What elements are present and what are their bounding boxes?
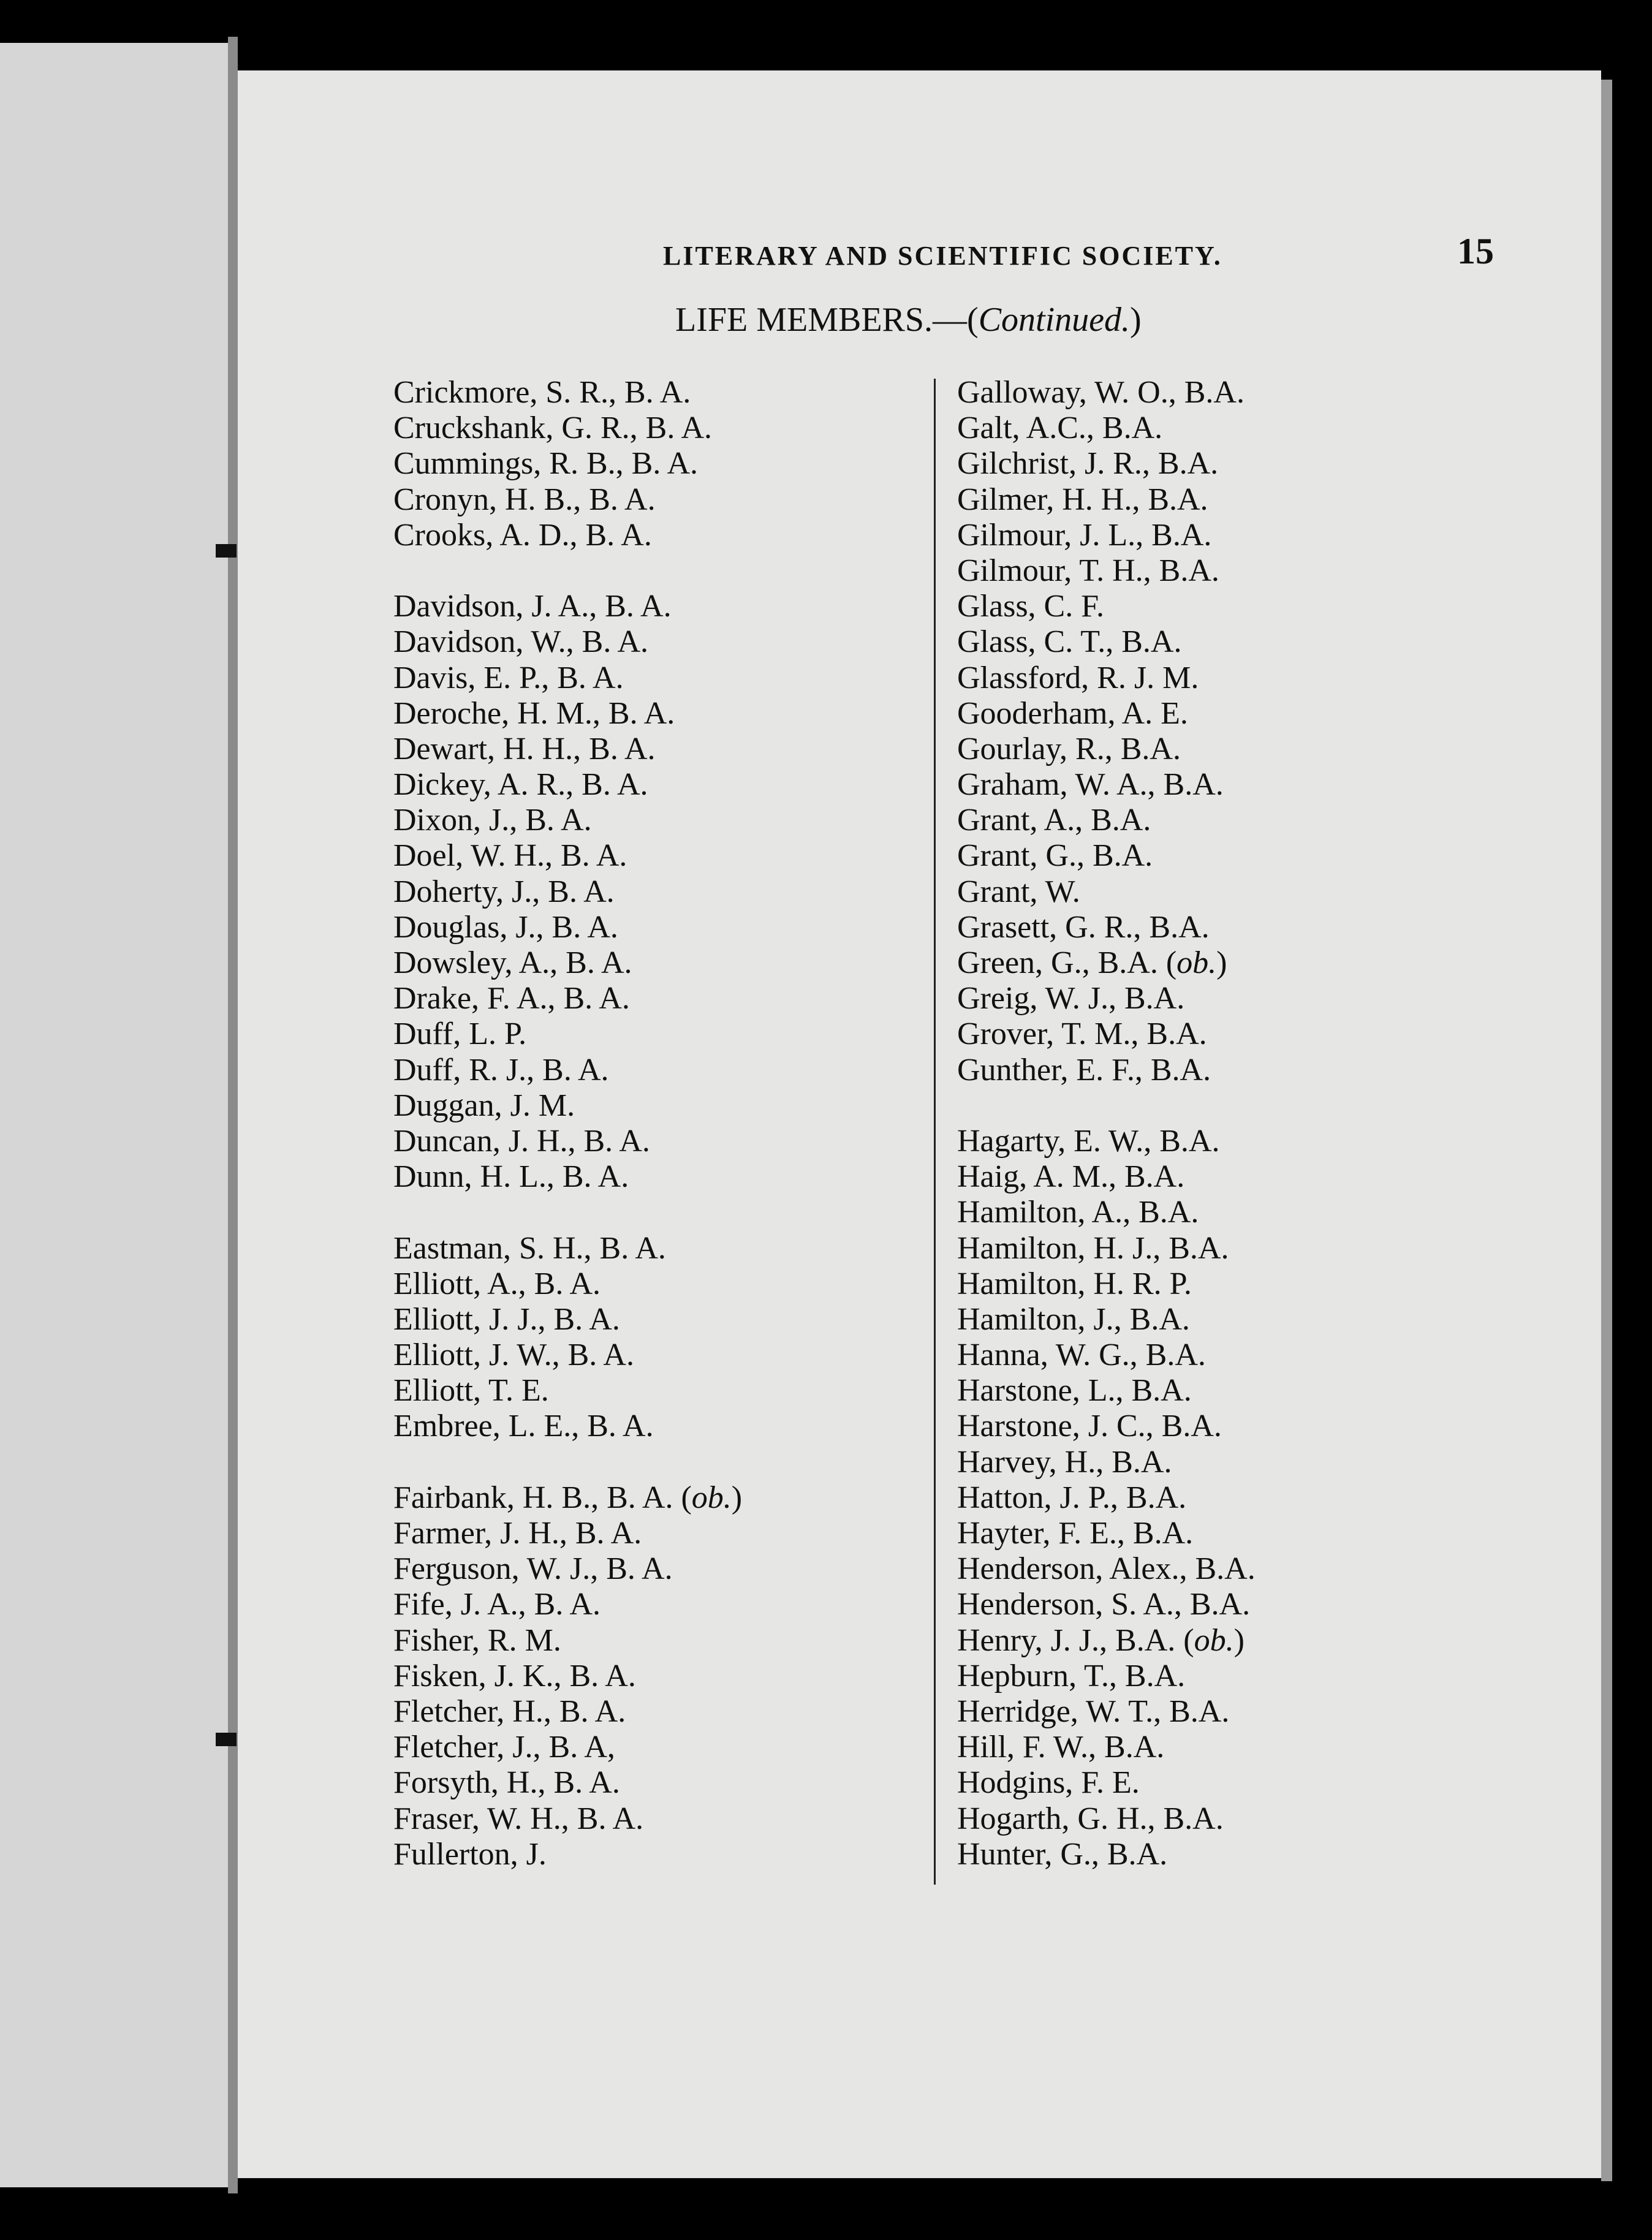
member-entry (393, 1053, 742, 1088)
member-name: Galloway, W. O., B.A. (957, 375, 1245, 410)
member-name: Fullerton, J. (393, 1836, 547, 1872)
member-name: Dickey, A. R., B. A. (393, 767, 648, 803)
member-entry (957, 1445, 1256, 1480)
member-name: Glass, C. F. (957, 589, 1104, 624)
member-name: Hamilton, H. J., B.A. (957, 1230, 1229, 1266)
section-title-main: LIFE MEMBERS.—( (675, 301, 979, 339)
member-name: Gilchrist, J. R., B.A. (957, 446, 1219, 482)
member-entry (957, 589, 1256, 624)
member-entry (957, 1516, 1256, 1551)
member-entry (393, 1837, 742, 1872)
member-entry (957, 874, 1256, 910)
member-name: Dixon, J., B. A. (393, 803, 592, 838)
member-name: Hogarth, G. H., B.A. (957, 1801, 1224, 1836)
member-entry (957, 1016, 1256, 1052)
member-name: Graham, W. A., B.A. (957, 767, 1224, 803)
member-entry (393, 1516, 742, 1551)
member-name: Duggan, J. M. (393, 1088, 575, 1123)
spacer-row (393, 553, 742, 589)
member-name: Greig, W. J., B.A. (957, 981, 1185, 1016)
member-name: Grant, A., B.A. (957, 803, 1151, 838)
obit-close: ) (731, 1480, 743, 1515)
member-name: Gilmour, T. H., B.A. (957, 553, 1219, 588)
member-name: Henderson, S. A., B.A. (957, 1587, 1251, 1622)
member-name: Hayter, F. E., B.A. (957, 1516, 1194, 1551)
member-name: Gunther, E. F., B.A. (957, 1052, 1211, 1088)
member-entry (957, 1338, 1256, 1373)
right-column (957, 375, 1256, 1872)
member-entry (393, 1694, 742, 1730)
member-name: Douglas, J., B. A. (393, 909, 618, 945)
member-name: Harstone, J. C., B.A. (957, 1409, 1222, 1444)
member-name: Doel, W. H., B. A. (393, 838, 627, 874)
member-entry (393, 874, 742, 910)
member-name: Duff, L. P. (393, 1016, 527, 1052)
member-name: Harvey, H., B.A. (957, 1444, 1172, 1480)
member-entry (393, 945, 742, 981)
member-name: Hanna, W. G., B.A. (957, 1338, 1206, 1373)
member-entry (957, 1124, 1256, 1159)
member-entry (957, 945, 1256, 981)
member-entry (957, 981, 1256, 1016)
member-name: Herridge, W. T., B.A. (957, 1693, 1230, 1729)
section-title (675, 300, 1142, 339)
member-name: Crickmore, S. R., B. A. (393, 375, 691, 410)
member-name: Hamilton, A., B.A. (957, 1195, 1199, 1230)
member-name: Forsyth, H., B. A. (393, 1765, 620, 1801)
section-title-italic: Continued. (978, 301, 1131, 339)
member-name: Hatton, J. P., B.A. (957, 1480, 1187, 1515)
member-entry (957, 1587, 1256, 1622)
member-name: Farmer, J. H., B. A. (393, 1516, 642, 1551)
member-entry (957, 1801, 1256, 1837)
member-entry (957, 1302, 1256, 1338)
member-name: Dewart, H. H., B. A. (393, 731, 656, 766)
member-entry (393, 1659, 742, 1694)
left-column (393, 375, 742, 1872)
member-entry (393, 910, 742, 945)
member-name: Davis, E. P., B. A. (393, 660, 624, 695)
member-name: Gilmour, J. L., B.A. (957, 517, 1212, 553)
member-name: Gilmer, H. H., B.A. (957, 482, 1208, 517)
member-name: Green, G., B.A. ( (957, 945, 1177, 980)
member-entry (957, 553, 1256, 589)
member-name: Elliott, J. W., B. A. (393, 1338, 634, 1373)
member-name: Eastman, S. H., B. A. (393, 1230, 666, 1266)
member-name: Cruckshank, G. R., B. A. (393, 411, 712, 446)
obit-mark: ob. (691, 1480, 732, 1515)
member-name: Crooks, A. D., B. A. (393, 517, 652, 553)
member-entry (957, 1195, 1256, 1230)
member-entry (393, 767, 742, 803)
member-entry (393, 446, 742, 482)
spacer-row (393, 1195, 742, 1230)
member-name: Deroche, H. M., B. A. (393, 695, 675, 731)
member-entry (393, 1587, 742, 1622)
member-entry (393, 1373, 742, 1409)
member-name: Davidson, W., B. A. (393, 624, 649, 660)
member-name: Fife, J. A., B. A. (393, 1587, 601, 1622)
member-name: Hepburn, T., B.A. (957, 1658, 1186, 1693)
member-name: Elliott, T. E. (393, 1373, 549, 1409)
spacer-row (393, 1445, 742, 1480)
book-gutter (228, 37, 238, 2193)
member-name: Fraser, W. H., B. A. (393, 1801, 644, 1836)
member-entry (957, 1053, 1256, 1088)
member-name: Gooderham, A. E. (957, 695, 1188, 731)
member-name: Henry, J. J., B.A. ( (957, 1622, 1194, 1658)
member-entry (957, 446, 1256, 482)
member-entry (393, 1016, 742, 1052)
member-name: Glassford, R. J. M. (957, 660, 1199, 695)
facing-page (0, 43, 228, 2187)
member-name: Elliott, J. J., B. A. (393, 1301, 620, 1337)
member-entry (957, 1266, 1256, 1302)
member-entry (393, 660, 742, 696)
member-name: Dowsley, A., B. A. (393, 945, 632, 980)
member-entry (957, 1659, 1256, 1694)
member-entry (393, 1266, 742, 1302)
member-entry (957, 482, 1256, 518)
obit-mark: ob. (1176, 945, 1217, 980)
member-name: Elliott, A., B. A. (393, 1266, 601, 1301)
member-name: Drake, F. A., B. A. (393, 981, 630, 1016)
page-number: 15 (1457, 231, 1494, 271)
member-entry (957, 1409, 1256, 1444)
member-entry (393, 375, 742, 411)
member-entry (957, 1480, 1256, 1516)
member-entry (957, 1551, 1256, 1587)
member-entry (957, 1694, 1256, 1730)
member-name: Hunter, G., B.A. (957, 1836, 1168, 1872)
member-entry (957, 732, 1256, 767)
member-name: Fletcher, J., B. A, (393, 1730, 615, 1765)
member-entry (957, 838, 1256, 874)
member-entry (393, 589, 742, 624)
member-name: Haig, A. M., B.A. (957, 1159, 1185, 1195)
member-entry (393, 518, 742, 553)
member-entry (393, 482, 742, 518)
member-entry (393, 1159, 742, 1195)
member-entry (393, 1338, 742, 1373)
member-entry (957, 1837, 1256, 1872)
member-entry (957, 696, 1256, 732)
member-entry (957, 1730, 1256, 1765)
obit-mark: ob. (1194, 1622, 1234, 1658)
member-name: Hagarty, E. W., B.A. (957, 1123, 1220, 1159)
member-name: Hamilton, H. R. P. (957, 1266, 1192, 1301)
binding-mark (216, 544, 237, 558)
member-name: Grasett, G. R., B.A. (957, 909, 1210, 945)
member-entry (393, 1480, 742, 1516)
member-name: Hill, F. W., B.A. (957, 1730, 1165, 1765)
member-entry (957, 1159, 1256, 1195)
member-name: Embree, L. E., B. A. (393, 1409, 654, 1444)
member-name: Fletcher, H., B. A. (393, 1693, 626, 1729)
member-name: Fisher, R. M. (393, 1622, 561, 1658)
member-name: Henderson, Alex., B.A. (957, 1551, 1256, 1587)
member-entry (393, 1623, 742, 1659)
member-name: Ferguson, W. J., B. A. (393, 1551, 673, 1587)
member-entry (393, 411, 742, 446)
page-edge (1601, 80, 1612, 2181)
member-name: Duncan, J. H., B. A. (393, 1123, 650, 1159)
member-name: Glass, C. T., B.A. (957, 624, 1182, 660)
running-head: LITERARY AND SCIENTIFIC SOCIETY. (663, 241, 1222, 271)
member-name: Doherty, J., B. A. (393, 874, 615, 909)
member-name: Dunn, H. L., B. A. (393, 1159, 629, 1195)
member-entry (393, 1765, 742, 1801)
member-entry (957, 1765, 1256, 1801)
obit-close: ) (1216, 945, 1227, 980)
member-name: Grant, G., B.A. (957, 838, 1153, 874)
member-entry (957, 375, 1256, 411)
member-entry (957, 518, 1256, 553)
member-entry (393, 732, 742, 767)
member-name: Cronyn, H. B., B. A. (393, 482, 656, 517)
member-entry (393, 1801, 742, 1837)
member-name: Fisken, J. K., B. A. (393, 1658, 636, 1693)
member-entry (957, 803, 1256, 838)
member-entry (393, 838, 742, 874)
member-name: Gourlay, R., B.A. (957, 731, 1181, 766)
member-entry (957, 411, 1256, 446)
member-entry (393, 803, 742, 838)
member-entry (957, 624, 1256, 660)
member-name: Galt, A.C., B.A. (957, 411, 1163, 446)
obit-close: ) (1233, 1622, 1245, 1658)
member-entry (957, 1231, 1256, 1266)
member-entry (393, 1551, 742, 1587)
member-name: Duff, R. J., B. A. (393, 1052, 609, 1088)
member-entry (393, 1124, 742, 1159)
column-divider (934, 379, 936, 1885)
member-entry (393, 1231, 742, 1266)
binding-mark (216, 1733, 237, 1746)
member-entry (393, 1409, 742, 1444)
member-entry (393, 1730, 742, 1765)
member-entry (957, 1373, 1256, 1409)
member-name: Hamilton, J., B.A. (957, 1301, 1190, 1337)
member-entry (393, 1302, 742, 1338)
member-entry (393, 696, 742, 732)
member-name: Fairbank, H. B., B. A. ( (393, 1480, 692, 1515)
member-entry (957, 767, 1256, 803)
member-name: Davidson, J. A., B. A. (393, 589, 672, 624)
member-name: Grover, T. M., B.A. (957, 1016, 1207, 1052)
member-entry (393, 624, 742, 660)
section-title-close: ) (1130, 301, 1142, 339)
member-name: Cummings, R. B., B. A. (393, 446, 698, 482)
member-entry (393, 1088, 742, 1124)
spacer-row (957, 1088, 1256, 1124)
member-name: Harstone, L., B.A. (957, 1373, 1192, 1409)
member-entry (957, 910, 1256, 945)
member-entry (393, 981, 742, 1016)
member-name: Hodgins, F. E. (957, 1765, 1140, 1801)
member-entry (957, 660, 1256, 696)
member-name: Grant, W. (957, 874, 1080, 909)
member-entry (957, 1623, 1256, 1659)
